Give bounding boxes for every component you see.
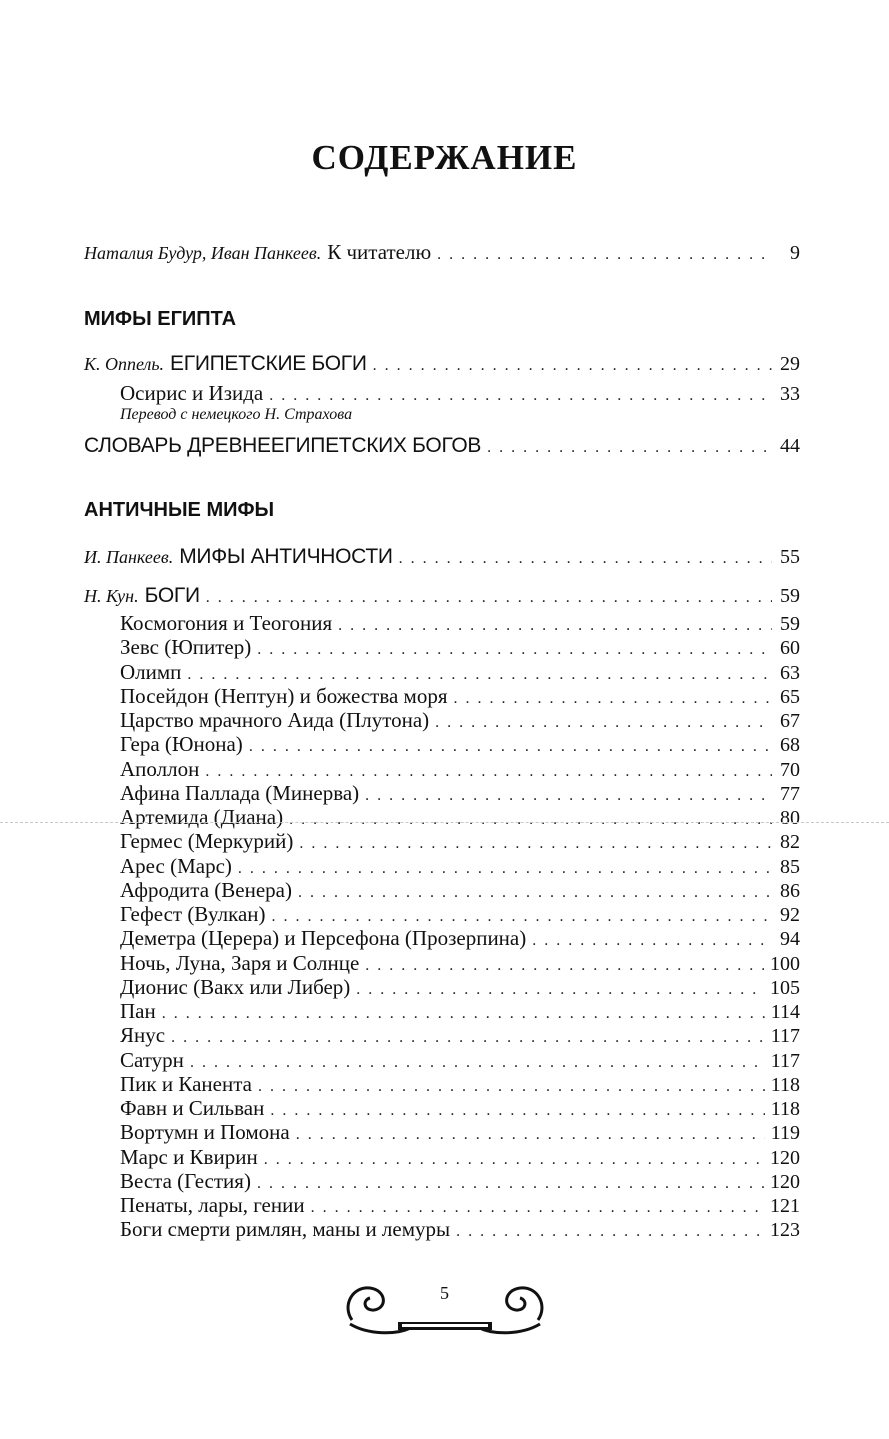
dot-leader [162,1005,765,1023]
dot-leader [171,1029,765,1047]
section-heading-egypt: МИФЫ ЕГИПТА [84,308,237,330]
page-number: 5 [440,1283,449,1303]
entry-title: Зевс (Юпитер) [120,635,252,660]
entry-page: 80 [780,807,800,829]
entry-page: 9 [790,242,800,264]
entry-author: И. Панкеев. [84,547,174,567]
entry-title: Пик и Канента [120,1071,252,1096]
toc-subentry[interactable] [120,926,800,952]
entry-title: Дионис (Вакх или Либер) [120,974,351,999]
toc-subentry[interactable] [120,1048,800,1074]
entry-page: 55 [780,546,800,568]
toc-entry[interactable] [120,381,800,407]
entry-title: БОГИ [144,584,200,607]
dot-leader [249,738,772,756]
toc-subentry[interactable] [120,902,800,928]
entry-title: Сатурн [120,1047,184,1072]
dot-leader [190,1054,765,1072]
section-heading-antique: АНТИЧНЫЕ МИФЫ [84,499,275,521]
entry-page: 59 [780,585,800,607]
entry-page: 65 [780,685,800,708]
entry-page: 117 [770,1025,800,1048]
entry-title: Олимп [120,659,182,684]
entry-title: Арес (Марс) [120,853,232,878]
toc-subentry[interactable] [120,854,800,880]
entry-title: Деметра (Церера) и Персефона (Прозерпина) [120,926,527,951]
dot-leader [258,1078,765,1096]
entry-page: 119 [770,1122,800,1145]
entry-page: 114 [770,1001,800,1023]
entry-page: 118 [770,1073,800,1096]
entry-title: Вортумн и Помона [120,1120,290,1145]
toc-subentry[interactable] [120,805,800,831]
entry-title: СЛОВАРЬ ДРЕВНЕЕГИПЕТСКИХ БОГОВ [84,434,482,457]
entry-page: 59 [780,613,800,635]
toc-subentry[interactable] [120,975,800,1001]
toc-subentry[interactable] [120,951,800,977]
toc-subentry[interactable] [120,1096,800,1122]
entry-page: 68 [780,734,800,757]
dot-leader [296,1126,765,1144]
dot-leader [456,1223,764,1241]
entry-title: Марс и Квирин [120,1144,258,1169]
entry-page: 120 [770,1170,800,1193]
toc-subentry[interactable] [120,1072,800,1098]
dot-leader [373,357,772,375]
dot-leader [269,387,772,405]
entry-title: Фавн и Сильван [120,1096,265,1120]
entry-page: 117 [770,1049,800,1072]
entry-page: 85 [780,855,800,878]
dot-leader [205,763,772,781]
dot-leader [289,811,772,829]
entry-title: Афина Паллада (Минерва) [120,780,360,805]
entry-title: ЕГИПЕТСКИЕ БОГИ [170,352,367,375]
entry-page: 121 [770,1195,800,1217]
dot-leader [365,957,764,975]
entry-page: 100 [770,952,800,975]
entry-title: Ночь, Луна, Заря и Солнце [120,950,360,975]
entry-title: Аполлон [120,756,200,781]
page-title: СОДЕРЖАНИЕ [311,138,578,177]
entry-page: 120 [770,1146,800,1169]
toc-subentry[interactable] [120,1023,800,1049]
entry-title: Гера (Юнона) [120,732,243,757]
dot-leader [435,714,772,732]
entry-page: 86 [780,879,800,902]
entry-page: 33 [780,383,800,405]
entry-author: К. Оппель. [84,354,165,374]
toc-subentry[interactable] [120,1193,800,1219]
entry-page: 92 [780,904,800,926]
toc-subentry[interactable] [120,1145,800,1171]
toc-subentry[interactable] [120,1120,800,1146]
dot-leader [257,641,772,659]
toc-subentry[interactable] [120,732,800,758]
dot-leader [437,246,772,264]
dot-leader [206,589,772,607]
dot-leader [338,617,772,635]
scan-artifact-line [0,822,889,824]
dot-leader [356,981,764,999]
toc-subentry[interactable] [120,781,800,807]
entry-title: Веста (Гестия) [120,1168,251,1193]
dot-leader [272,908,772,926]
toc-subentry[interactable] [120,611,800,637]
dot-leader [365,787,772,805]
entry-page: 29 [780,353,800,375]
toc-subentry[interactable] [120,708,800,734]
dot-leader [187,666,772,684]
entry-page: 70 [780,758,800,781]
entry-title: Гефест (Вулкан) [120,902,266,926]
entry-title: Посейдон (Нептун) и божества моря [120,683,448,708]
toc-subentry[interactable] [120,684,800,710]
toc-entry[interactable] [84,352,800,378]
entry-page: 123 [770,1219,800,1242]
entry-title: Янус [120,1023,166,1048]
entry-page: 77 [780,782,800,805]
entry-title: Пенаты, лары, гении [120,1193,305,1217]
entry-page: 94 [780,928,800,951]
dot-leader [270,1102,764,1120]
toc-subentry[interactable] [120,1217,800,1243]
entry-title: Пан [120,999,156,1023]
toc-subentry[interactable] [120,635,800,661]
dot-leader [238,860,772,878]
dot-leader [399,550,772,568]
dot-leader [453,690,772,708]
entry-title: Осирис и Изида [120,381,264,405]
entry-title: Царство мрачного Аида (Плутона) [120,708,430,732]
entry-title: Артемида (Диана) [120,805,284,829]
toc-subentry[interactable] [120,757,800,783]
toc-entry[interactable] [84,545,800,571]
entry-title: МИФЫ АНТИЧНОСТИ [179,545,393,568]
dot-leader [264,1151,764,1169]
toc-subentry[interactable] [120,1169,800,1195]
dot-leader [299,835,772,853]
entry-title: Космогония и Теогония [120,611,333,635]
translation-note: Перевод с немецкого Н. Страхова [120,406,353,423]
entry-title: Гермес (Меркурий) [120,829,294,854]
dot-leader [311,1199,764,1217]
entry-title: Боги смерти римлян, маны и лемуры [120,1217,451,1242]
entry-page: 63 [780,661,800,684]
entry-page: 105 [770,976,800,999]
dot-leader [257,1175,764,1193]
toc-entry[interactable] [84,584,800,610]
entry-page: 67 [780,710,800,732]
dot-leader [298,884,772,902]
entry-author: Н. Кун. [84,586,139,606]
entry-page: 44 [780,435,800,457]
toc-subentry[interactable] [120,878,800,904]
entry-author: Наталия Будур, Иван Панкеев. [84,243,322,263]
toc-subentry[interactable] [120,829,800,855]
toc-entry-intro[interactable] [84,240,800,266]
dot-leader [532,932,772,950]
toc-subentry[interactable] [120,999,800,1025]
entry-page: 118 [770,1098,800,1120]
toc-entry-dictionary[interactable] [84,434,800,460]
dot-leader [487,439,772,457]
entry-page: 60 [780,637,800,660]
entry-title: К читателю [327,240,432,264]
entry-title: Афродита (Венера) [120,877,292,902]
toc-subentry[interactable] [120,660,800,686]
entry-page: 82 [780,831,800,854]
